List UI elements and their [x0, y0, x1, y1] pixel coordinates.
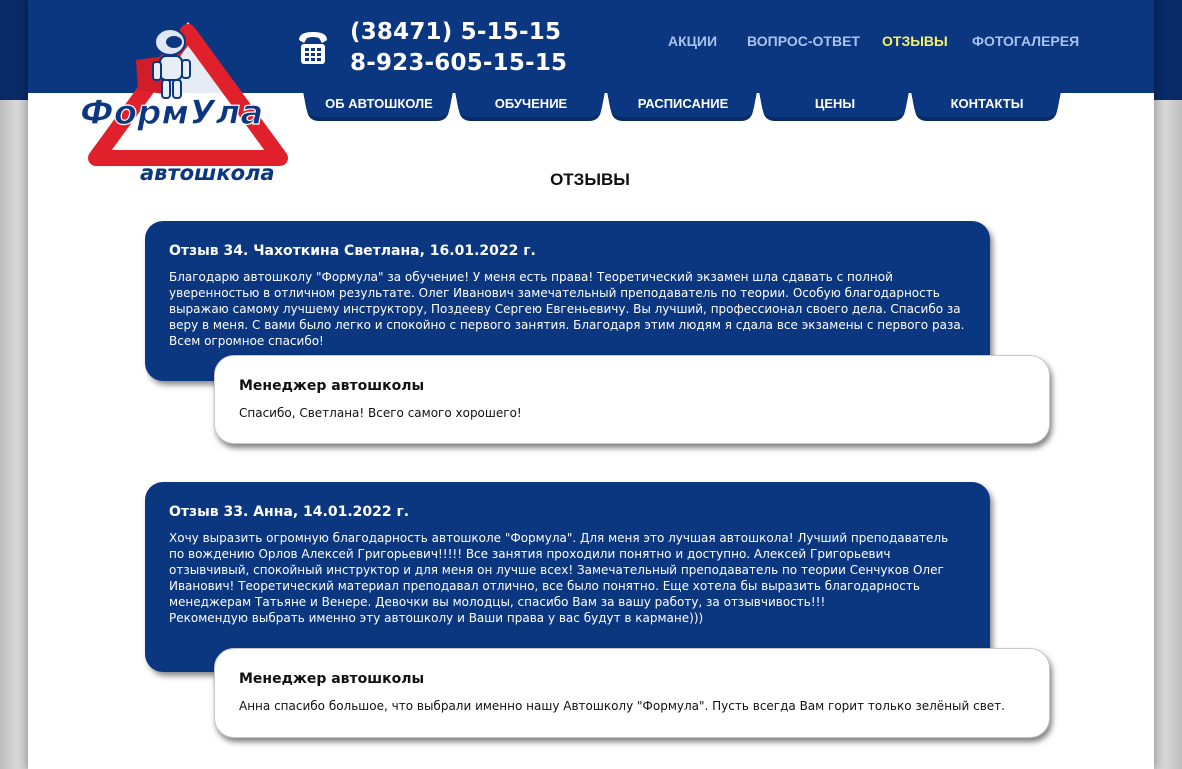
tab-about[interactable] [303, 91, 455, 121]
top-nav-faq[interactable]: ВОПРОС-ОТВЕТ [747, 33, 860, 49]
top-nav-gallery[interactable]: ФОТОГАЛЕРЕЯ [972, 33, 1080, 49]
review-text: Благодарю автошколу "Формула" за обучение! У меня есть права! Теоретический экзамен шла сдавать с полной уверенностью в отличном результате. Олег Иванович замечательный преподаватель по теории. Особую благодарность выражаю самому лучшему инструктору, Поздееву Сергею Евгеньевичу. Вы лучший, профессионал своего дела. Спасибо за веру в меня. С вами было легко и спокойно с первого занятия. Благодаря этим людям я сдала все экзамены с первого раза. Всем огромное спасибо! [169, 270, 965, 348]
reply-card [214, 355, 1050, 444]
review-card [145, 482, 990, 672]
left-side-shadow [0, 100, 28, 769]
review-title: Отзыв 33. Анна, 14.01.2022 г. [169, 504, 410, 520]
tab-contacts[interactable] [911, 91, 1063, 121]
site-logo[interactable] [78, 20, 293, 185]
reply-text: Спасибо, Светлана! Всего самого хорошего! [239, 406, 522, 420]
top-nav-promotions[interactable]: АКЦИИ [668, 33, 718, 49]
tab-schedule[interactable] [607, 91, 759, 121]
right-side-shadow [1154, 100, 1182, 769]
logo-word-avtoshkola: автошкола [140, 161, 275, 185]
top-nav-reviews[interactable]: ОТЗЫВЫ [882, 33, 948, 49]
review-title: Отзыв 34. Чахоткина Светлана, 16.01.2022 г. [169, 243, 536, 259]
reply-author: Менеджер автошколы [239, 378, 425, 394]
reply-author: Менеджер автошколы [239, 671, 425, 687]
tab-prices[interactable] [759, 91, 911, 121]
phone-number-mobile[interactable]: 8-923-605-15-15 [350, 50, 568, 76]
logo-word-formula: ФормУла [80, 93, 264, 133]
tab-schedule-label: РАСПИСАНИЕ [637, 96, 729, 111]
reply-text: Анна спасибо большое, что выбрали именно нашу Автошколу "Формула". Пусть всегда Вам горит только зелёный свет. [239, 699, 1005, 713]
tab-contacts-label: КОНТАКТЫ [950, 96, 1024, 111]
phone-icon [296, 30, 330, 66]
page-title: ОТЗЫВЫ [550, 170, 630, 189]
review-text: Хочу выразить огромную благодарность автошколе "Формула". Для меня это лучшая автошкола! Лучший преподаватель по вождению Орлов Алексей Григорьевич!!!!! Все занятия проходили понятно и доступно. Алексей Григорьевич отзывчивый, спокойный инструктор и для меня он лучше всех! Замечательный преподаватель по теории Сенчуков Олег Иванович! Теоретический материал преподавал отлично, все было понятно. Еще хотела бы выразить благодарность менеджерам Татьяне и Венере. Девочки вы молодцы, спасибо Вам за вашу работу, за отзывчивость!!! Рекомендую выбрать именно эту автошколу и Ваши права у вас будут в кармане))) [169, 531, 949, 625]
tab-prices-label: ЦЕНЫ [814, 96, 856, 111]
tab-training[interactable] [455, 91, 607, 121]
phone-number-landline[interactable]: (38471) 5-15-15 [350, 19, 562, 45]
tab-training-label: ОБУЧЕНИЕ [494, 96, 568, 111]
tab-about-label: ОБ АВТОШКОЛЕ [325, 96, 433, 111]
robot-mascot-icon [136, 29, 190, 98]
reply-card [214, 648, 1050, 738]
